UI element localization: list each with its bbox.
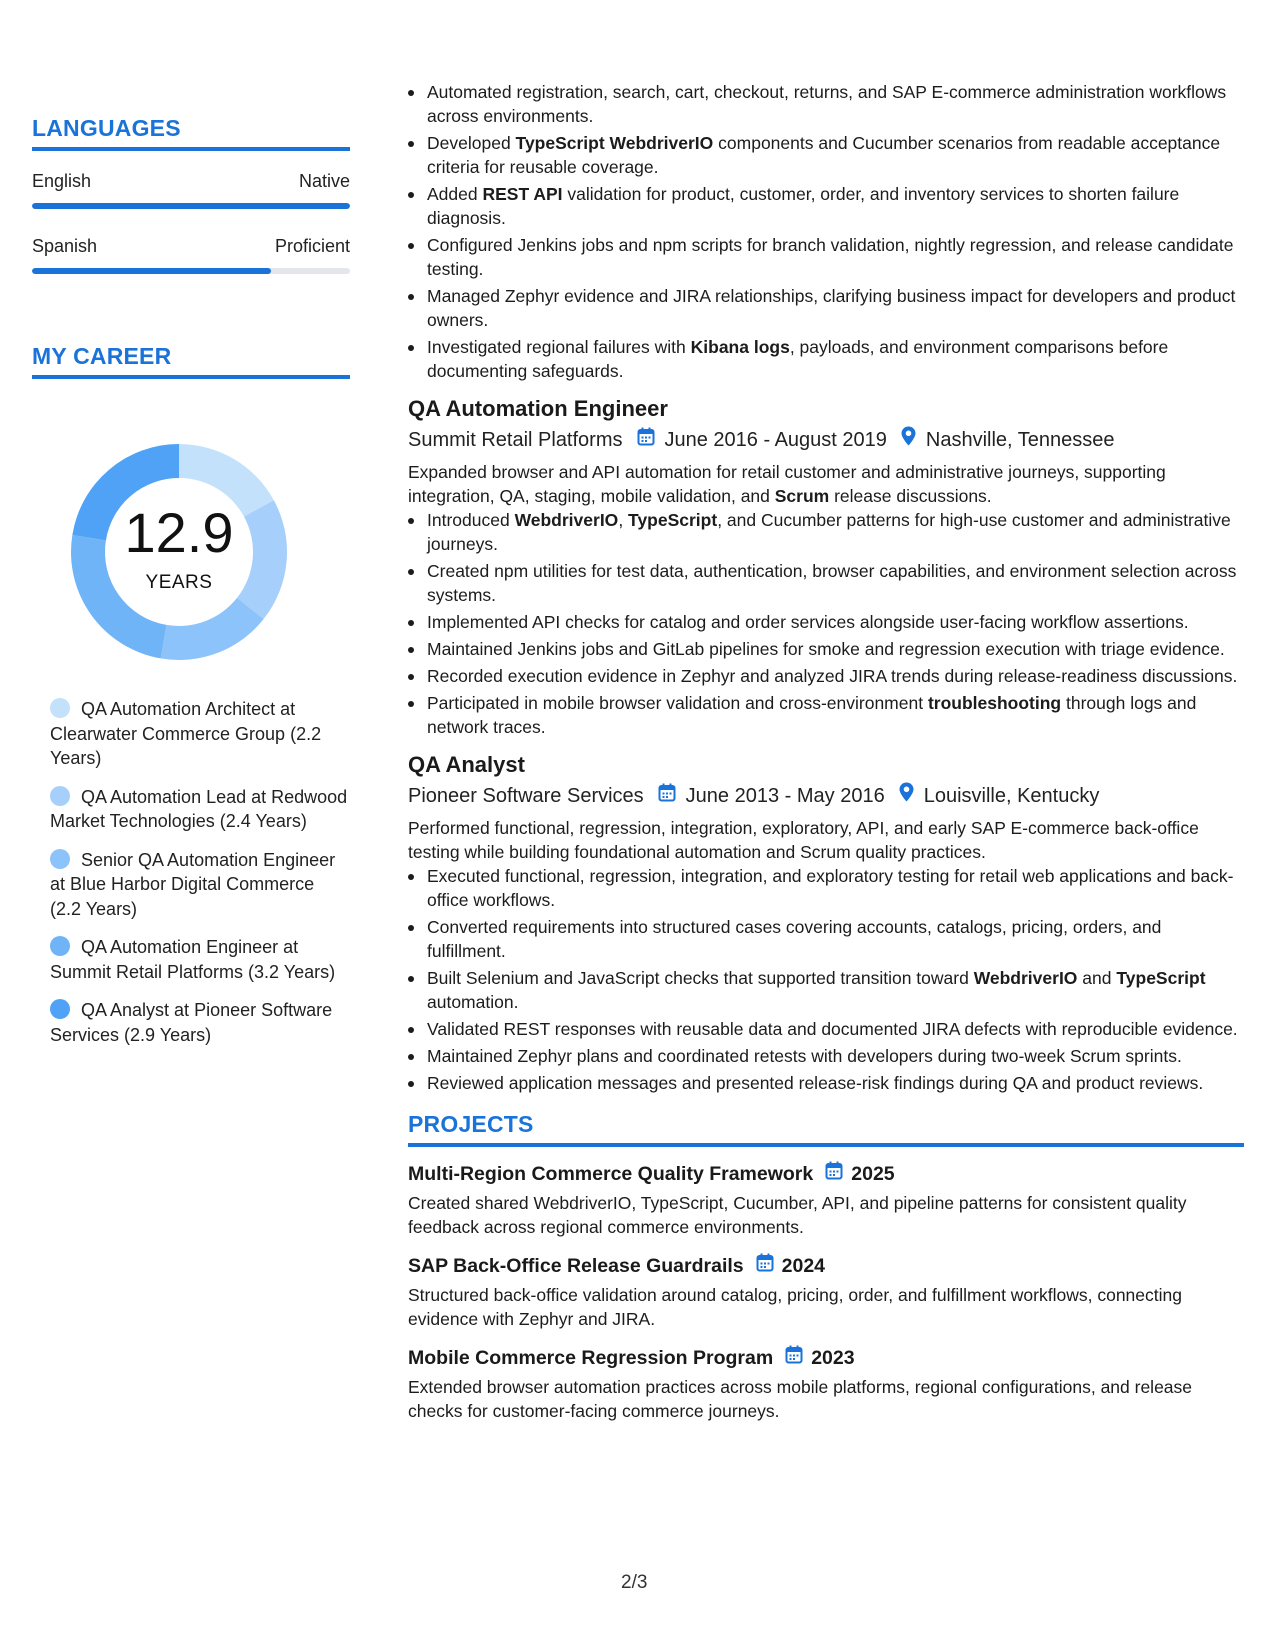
bullet-item: Created npm utilities for test data, authentication, browser capabilities, and environment selection across systems. [408, 559, 1244, 607]
job-company: Summit Retail Platforms [408, 429, 623, 451]
job-title: QA Analyst [408, 752, 525, 777]
project-description: Created shared WebdriverIO, TypeScript, Cucumber, API, and pipeline patterns for consistent quality feedback across regional commerce environments. [408, 1193, 1187, 1237]
bullet-item: Investigated regional failures with Kibana logs, payloads, and environment comparisons before documenting safeguards. [408, 335, 1244, 383]
bullet-item: Introduced WebdriverIO, TypeScript, and Cucumber patterns for high-use customer and administrative journeys. [408, 508, 1244, 556]
languages-heading: LANGUAGES [32, 115, 350, 151]
career-legend [50, 697, 350, 1061]
bullet-item: Executed functional, regression, integration, and exploratory testing for retail web applications and back-office workflows. [408, 864, 1244, 912]
job-description: Expanded browser and API automation for retail customer and administrative journeys, supporting integration, QA, staging, mobile validation, and Scrum release discussions. [408, 462, 1166, 506]
career-total-unit: YEARS [145, 572, 213, 593]
bullet-item: Participated in mobile browser validation and cross-environment troubleshooting through logs and network traces. [408, 691, 1244, 739]
project-description: Extended browser automation practices across mobile platforms, regional configurations, and release checks for customer-facing commerce journeys. [408, 1377, 1193, 1421]
career-legend-item: QA Automation Architect at Clearwater Commerce Group (2.2 Years) [50, 699, 322, 768]
legend-dot-icon [50, 698, 70, 718]
bullet-item: Validated REST responses with reusable data and documented JIRA defects with reproducible evidence. [408, 1017, 1244, 1041]
bullet-item: Converted requirements into structured cases covering accounts, catalogs, pricing, orders, and fulfillment. [408, 915, 1244, 963]
career-legend-item: QA Analyst at Pioneer Software Services (2.9 Years) [50, 1000, 333, 1045]
bullet-item: Added REST API validation for product, customer, order, and inventory services to shorten failure diagnosis. [408, 182, 1244, 230]
job-dates: June 2016 - August 2019 [664, 429, 887, 451]
map-pin-icon [901, 426, 916, 454]
job-company: Pioneer Software Services [408, 785, 644, 807]
language-proficiency-fill [32, 203, 350, 209]
career-legend-item: QA Automation Lead at Redwood Market Technologies (2.4 Years) [50, 786, 348, 831]
language-level: Proficient [274, 236, 350, 256]
job-location: Louisville, Kentucky [923, 785, 1100, 807]
language-proficiency-bar [32, 268, 350, 274]
bullet-item: Configured Jenkins jobs and npm scripts for branch validation, nightly regression, and release candidate testing. [408, 233, 1244, 281]
previous-job-bullets [408, 80, 1244, 383]
language-name: English [32, 171, 92, 191]
career-legend-item: Senior QA Automation Engineer at Blue Harbor Digital Commerce (2.2 Years) [50, 849, 336, 919]
career-legend-item: QA Automation Engineer at Summit Retail Platforms (3.2 Years) [50, 937, 336, 982]
projects-heading: PROJECTS [408, 1111, 1244, 1147]
project-entry [408, 1253, 1244, 1331]
project-year: 2024 [781, 1255, 826, 1277]
right-column [408, 80, 1244, 1423]
job-entry [408, 751, 1244, 1095]
job-bullets [408, 508, 1244, 739]
bullet-item: Automated registration, search, cart, checkout, returns, and SAP E-commerce administration workflows across environments. [408, 80, 1244, 128]
project-year: 2025 [851, 1163, 895, 1185]
project-name: Multi-Region Commerce Quality Framework [408, 1163, 814, 1185]
career-donut-chart [66, 439, 292, 665]
bullet-item: Built Selenium and JavaScript checks that supported transition toward WebdriverIO and TypeScript automation. [408, 966, 1244, 1014]
page-number: 2/3 [621, 1572, 648, 1593]
calendar-icon [825, 1161, 843, 1187]
bullet-item: Reviewed application messages and presented release-risk findings during QA and product reviews. [408, 1071, 1244, 1095]
bullet-item: Developed TypeScript WebdriverIO components and Cucumber scenarios from readable acceptance criteria for reusable coverage. [408, 131, 1244, 179]
legend-dot-icon [50, 936, 70, 956]
projects-section [408, 1111, 1244, 1423]
bullet-item: Managed Zephyr evidence and JIRA relationships, clarifying business impact for developers and product owners. [408, 284, 1244, 332]
project-description: Structured back-office validation around catalog, pricing, order, and fulfillment workflows, connecting evidence with Zephyr and JIRA. [408, 1285, 1182, 1329]
career-heading: MY CAREER [32, 343, 350, 379]
calendar-icon [658, 782, 676, 810]
project-year: 2023 [811, 1347, 855, 1369]
bullet-item: Recorded execution evidence in Zephyr and analyzed JIRA trends during release-readiness discussions. [408, 664, 1244, 688]
language-level: Native [298, 171, 350, 191]
language-proficiency-bar [32, 203, 350, 209]
project-name: Mobile Commerce Regression Program [408, 1347, 774, 1369]
job-dates: June 2013 - May 2016 [685, 785, 885, 807]
bullet-item: Maintained Jenkins jobs and GitLab pipelines for smoke and regression execution with triage evidence. [408, 637, 1244, 661]
language-proficiency-fill [32, 268, 271, 274]
career-section [32, 343, 350, 379]
language-name: Spanish [32, 236, 98, 256]
language-english [32, 171, 350, 209]
career-total-years: 12.9 [124, 501, 234, 564]
bullet-item: Implemented API checks for catalog and order services alongside user-facing workflow assertions. [408, 610, 1244, 634]
map-pin-icon [899, 782, 914, 810]
job-description: Performed functional, regression, integration, exploratory, API, and early SAP E-commerce back-office testing while building foundational automation and Scrum quality practices. [408, 818, 1199, 862]
languages-section [32, 115, 350, 274]
job-location: Nashville, Tennessee [925, 429, 1115, 451]
bullet-item: Maintained Zephyr plans and coordinated retests with developers during two-week Scrum sprints. [408, 1044, 1244, 1068]
legend-dot-icon [50, 849, 70, 869]
project-entry [408, 1161, 1244, 1239]
legend-dot-icon [50, 999, 70, 1019]
calendar-icon [785, 1345, 803, 1371]
job-entry [408, 395, 1244, 739]
job-bullets [408, 864, 1244, 1095]
legend-dot-icon [50, 786, 70, 806]
calendar-icon [637, 426, 655, 454]
language-spanish [32, 236, 350, 274]
project-name: SAP Back-Office Release Guardrails [408, 1255, 744, 1277]
job-title: QA Automation Engineer [408, 396, 668, 421]
project-entry [408, 1345, 1244, 1423]
calendar-icon [756, 1253, 774, 1279]
